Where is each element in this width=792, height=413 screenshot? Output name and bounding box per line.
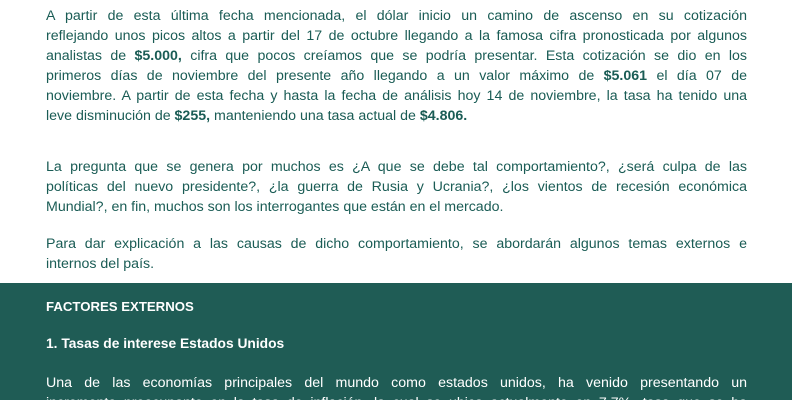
- text-line: Para dar explicación a las causas de dicho comportamiento, se abordarán algunos temas externos e: [46, 236, 747, 252]
- text-line: Mundial?, en fin, muchos son los interrogantes que están en el mercado.: [46, 199, 504, 215]
- section-subheading: 1. Tasas de interese Estados Unidos: [46, 336, 285, 351]
- highlight-255: $255,: [174, 108, 211, 124]
- paragraph-dollar-rise: [46, 6, 747, 126]
- highlight-4806: $4.806.: [419, 108, 468, 124]
- text-line: A partir de esta última fecha mencionada, el dólar inicio un camino de ascenso en su cotización: [46, 8, 747, 24]
- highlight-5000: $5.000,: [134, 48, 182, 64]
- text-line: incremento preocupante en la tasa de inflación, la cual se ubica actualmente en 7.7%, tasa que se ha: [46, 395, 747, 411]
- section-heading: FACTORES EXTERNOS: [46, 299, 194, 314]
- text-line: noviembre. A partir de esta fecha y hasta la fecha de análisis hoy 14 de noviembre, la tasa ha tenido una: [46, 88, 747, 104]
- highlight-5061: $5.061: [603, 68, 648, 84]
- text-line: internos del país.: [46, 256, 155, 272]
- text-line: primeros días de noviembre del presente año llegando a un valor máximo de $5.061 el día 07 de: [46, 68, 747, 84]
- text-line: políticas del nuevo presidente?, ¿la guerra de Rusia y Ucrania?, ¿los vientos de recesión económica: [46, 179, 747, 195]
- paragraph-us-rates: [46, 373, 747, 413]
- text-line: analistas de $5.000, cifra que pocos creíamos que se podría presentar. Esta cotización se dio en los: [46, 48, 747, 64]
- external-factors-section: [0, 283, 792, 411]
- text-line: La pregunta que se genera por muchos es ¿A que se debe tal comportamiento?, ¿será culpa de las: [46, 159, 747, 175]
- text-line: leve disminución de $255, manteniendo una tasa actual de $4.806.: [46, 108, 468, 124]
- text-line: reflejando unos picos altos a partir del 17 de octubre llegando a la famosa cifra pronosticada por algunos: [46, 28, 747, 44]
- text-line: Una de las economías principales del mundo como estados unidos, ha venido presentando un: [46, 375, 747, 391]
- paragraph-questions: [46, 157, 747, 217]
- paragraph-explanation: [46, 234, 747, 274]
